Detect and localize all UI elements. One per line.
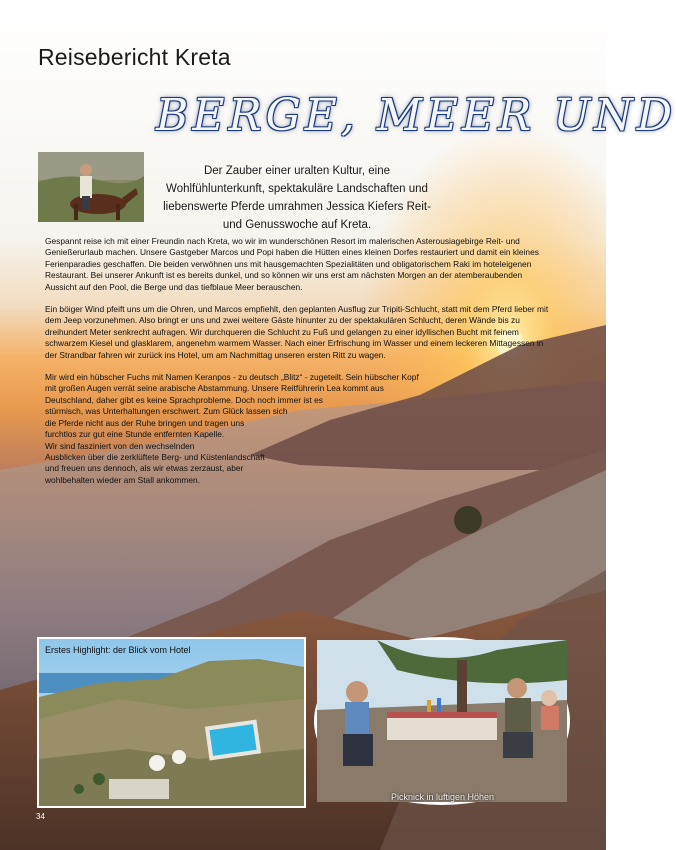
picnic-photo-caption: Picknick in luftigen Höhen <box>391 792 495 802</box>
rider-on-horse-photo <box>38 152 144 222</box>
intro-text: Der Zauber einer uralten Kultur, eine Wohlfühlunterkunft, spektakuläre Landschaften und liebenswerte Pferde umrahmen Jessica Kiefers Reit- und Genusswoche auf Kreta. <box>163 165 431 231</box>
article-line: Mir wird ein hübscher Fuchs mit Namen Keranpos - zu deutsch „Blitz“ - zugeteilt. Sein hübscher Kopf <box>45 372 419 383</box>
article-line: und freuen uns dennoch, als wir etwas zerzaust, aber <box>45 463 244 474</box>
article-line: Deutschland, daher gibt es keine Sprachprobleme. Doch noch immer ist es <box>45 394 323 405</box>
article-line: Wir sind fasziniert von den wechselnden <box>45 440 195 451</box>
section-title: Reisebericht Kreta <box>38 44 231 70</box>
article-line: die Pferde nicht aus der Ruhe bringen und tragen uns <box>45 417 245 428</box>
article-line: stürmisch, was Unterhaltungen erschwert. Zum Glück lassen sich <box>45 406 288 417</box>
hotel-view-photo <box>37 637 306 808</box>
article-line: Ausblicken über die zerklüftete Berg- und Küstenlandschaft <box>45 451 265 462</box>
picnic-photo <box>314 637 570 805</box>
article-line: mit großen Augen verrät seine arabische Abstammung. Unsere Reitführerin Lea kommt aus <box>45 383 384 394</box>
article-paragraph: Gespannt reise ich mit einer Freundin nach Kreta, wo wir im wunderschönen Resort im malerischen Asterousiagebirge Reit- und Genießerurlaub machen. Unsere Gastgeber Marcos und Popi haben die Hütten eines kleinen Dorfes restauriert und damit ein kleines Ferienparadies geschaffen. Die beiden verwöhnen uns mit hausgemachten Spezialitäten und obligatorischem Raki im hoteleigenen Restaurant. Bei unserer Ankunft ist es bereits dunkel, und so können wir uns erst am nächsten Morgen an der atemberaubenden Aussicht auf den Pool, die Berge und das tiefblaue Meer berauschen. <box>45 236 539 292</box>
article-body <box>45 236 555 497</box>
article-line: wohlbehalten wieder am Stall ankommen. <box>45 474 201 485</box>
article-paragraph: Ein böiger Wind pfeift uns um die Ohren, und Marcos empfiehlt, den geplanten Ausflug zur Tripiti-Schlucht, statt mit dem Pferd lieber mit dem Jeep vorzunehmen. Also bringt er uns und zwei weitere Gäste hinunter zu der spektakulären Schlucht, deren Wände bis zu dreihundert Meter senkrecht aufragen. Wir durchqueren die Schlucht zu Fuß und gelangen zu einer idyllischen Bucht mit feinem schwarzem Kiesel und glasklarem, angenehm warmem Wasser. Nach einer Erfrischung im Wasser und einem leckeren Mittagessen in der Strandbar fahren wir zurück ins Hotel, um am Nachmittag unseren ersten Ritt zu wagen. <box>45 304 549 360</box>
article-line: furchtlos zur gut eine Stunde entfernten Kapelle. <box>45 429 225 440</box>
article-paragraph <box>45 372 555 486</box>
hotel-photo-caption: Erstes Highlight: der Blick vom Hotel <box>45 645 191 655</box>
page-number: 34 <box>36 812 45 821</box>
article-headline: BERGE, MEER UND <box>156 90 676 141</box>
